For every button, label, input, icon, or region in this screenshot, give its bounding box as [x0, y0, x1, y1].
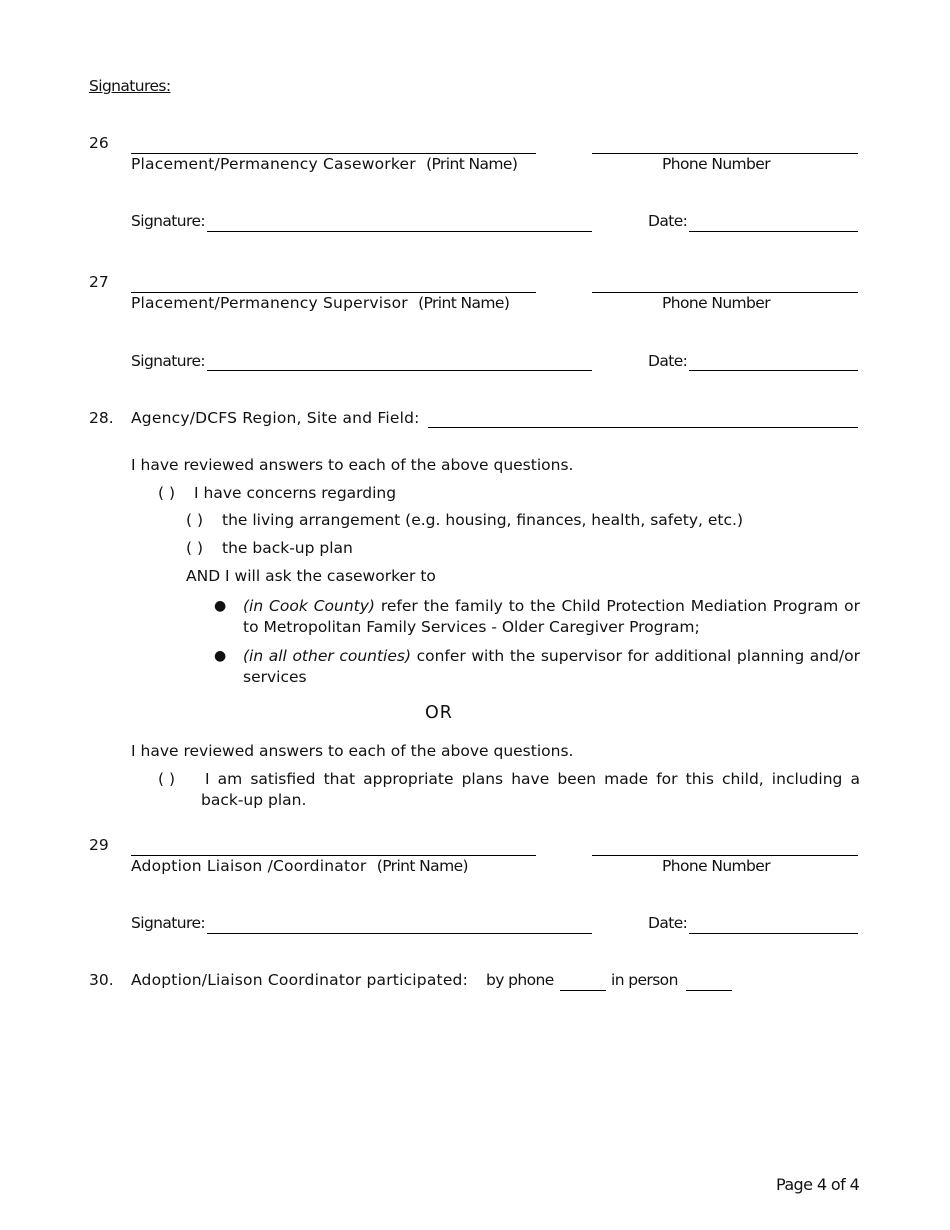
supervisor-date-line[interactable]	[689, 370, 858, 371]
satisfied-checkbox[interactable]: ( )	[158, 770, 176, 788]
concerns-label: I have concerns regarding	[194, 484, 397, 502]
living-arrangement-label: the living arrangement (e.g. housing, finances, health, safety, etc.)	[222, 511, 744, 529]
caseworker-phone-line[interactable]	[592, 153, 858, 154]
caseworker-phone-label: Phone Number	[662, 155, 771, 173]
supervisor-signature-line[interactable]	[207, 370, 592, 371]
liaison-signature-line[interactable]	[207, 933, 592, 934]
liaison-date-label: Date:	[648, 914, 688, 932]
and-ask-caseworker: AND I will ask the caseworker to	[186, 567, 436, 585]
supervisor-name-line[interactable]	[131, 292, 536, 293]
caseworker-date-label: Date:	[648, 212, 688, 230]
liaison-date-line[interactable]	[689, 933, 858, 934]
backup-plan-label: the back-up plan	[222, 539, 353, 557]
reviewed-statement-2: I have reviewed answers to each of the above questions.	[131, 742, 574, 760]
by-phone-label: by phone	[486, 971, 554, 989]
item-27-number: 27	[89, 273, 109, 291]
supervisor-date-label: Date:	[648, 352, 688, 370]
supervisor-title: Placement/Permanency Supervisor (Print Name)	[131, 294, 510, 312]
agency-region-label: Agency/DCFS Region, Site and Field:	[131, 409, 420, 427]
bullet-2-text: (in all other counties) confer with the supervisor for additional planning and/or services	[243, 647, 860, 686]
item-26-number: 26	[89, 134, 109, 152]
or-separator: OR	[425, 703, 453, 723]
liaison-phone-label: Phone Number	[662, 857, 771, 875]
by-phone-line[interactable]	[560, 990, 606, 991]
satisfied-label: I am satisfied that appropriate plans have been made for this child, including a back-up plan.	[201, 770, 860, 809]
backup-plan-checkbox[interactable]: ( )	[186, 539, 204, 557]
supervisor-phone-label: Phone Number	[662, 294, 771, 312]
bullet-1-icon: ●	[214, 598, 227, 614]
signatures-heading: Signatures:	[89, 77, 171, 95]
supervisor-signature-label: Signature:	[131, 352, 205, 370]
bullet-2-icon: ●	[214, 648, 227, 664]
liaison-title: Adoption Liaison /Coordinator (Print Name)	[131, 857, 468, 875]
page-number: Page 4 of 4	[776, 1175, 860, 1194]
item-30-number: 30.	[89, 971, 114, 989]
item-28-number: 28.	[89, 409, 114, 427]
caseworker-signature-label: Signature:	[131, 212, 205, 230]
concerns-checkbox[interactable]: ( )	[158, 484, 176, 502]
in-person-label: in person	[611, 971, 678, 989]
living-arrangement-checkbox[interactable]: ( )	[186, 511, 204, 529]
liaison-name-line[interactable]	[131, 855, 536, 856]
participation-label: Adoption/Liaison Coordinator participated:	[131, 971, 469, 989]
agency-region-line[interactable]	[428, 427, 858, 428]
caseworker-signature-line[interactable]	[207, 231, 592, 232]
in-person-line[interactable]	[686, 990, 732, 991]
caseworker-title: Placement/Permanency Caseworker (Print Name)	[131, 155, 518, 173]
caseworker-date-line[interactable]	[689, 231, 858, 232]
supervisor-phone-line[interactable]	[592, 292, 858, 293]
caseworker-name-line[interactable]	[131, 153, 536, 154]
bullet-1-text: (in Cook County) refer the family to the Child Protection Mediation Program or to Metropolitan Family Services - Older Caregiver Program;	[243, 597, 860, 636]
item-29-number: 29	[89, 836, 109, 854]
reviewed-statement-1: I have reviewed answers to each of the above questions.	[131, 456, 574, 474]
liaison-signature-label: Signature:	[131, 914, 205, 932]
liaison-phone-line[interactable]	[592, 855, 858, 856]
